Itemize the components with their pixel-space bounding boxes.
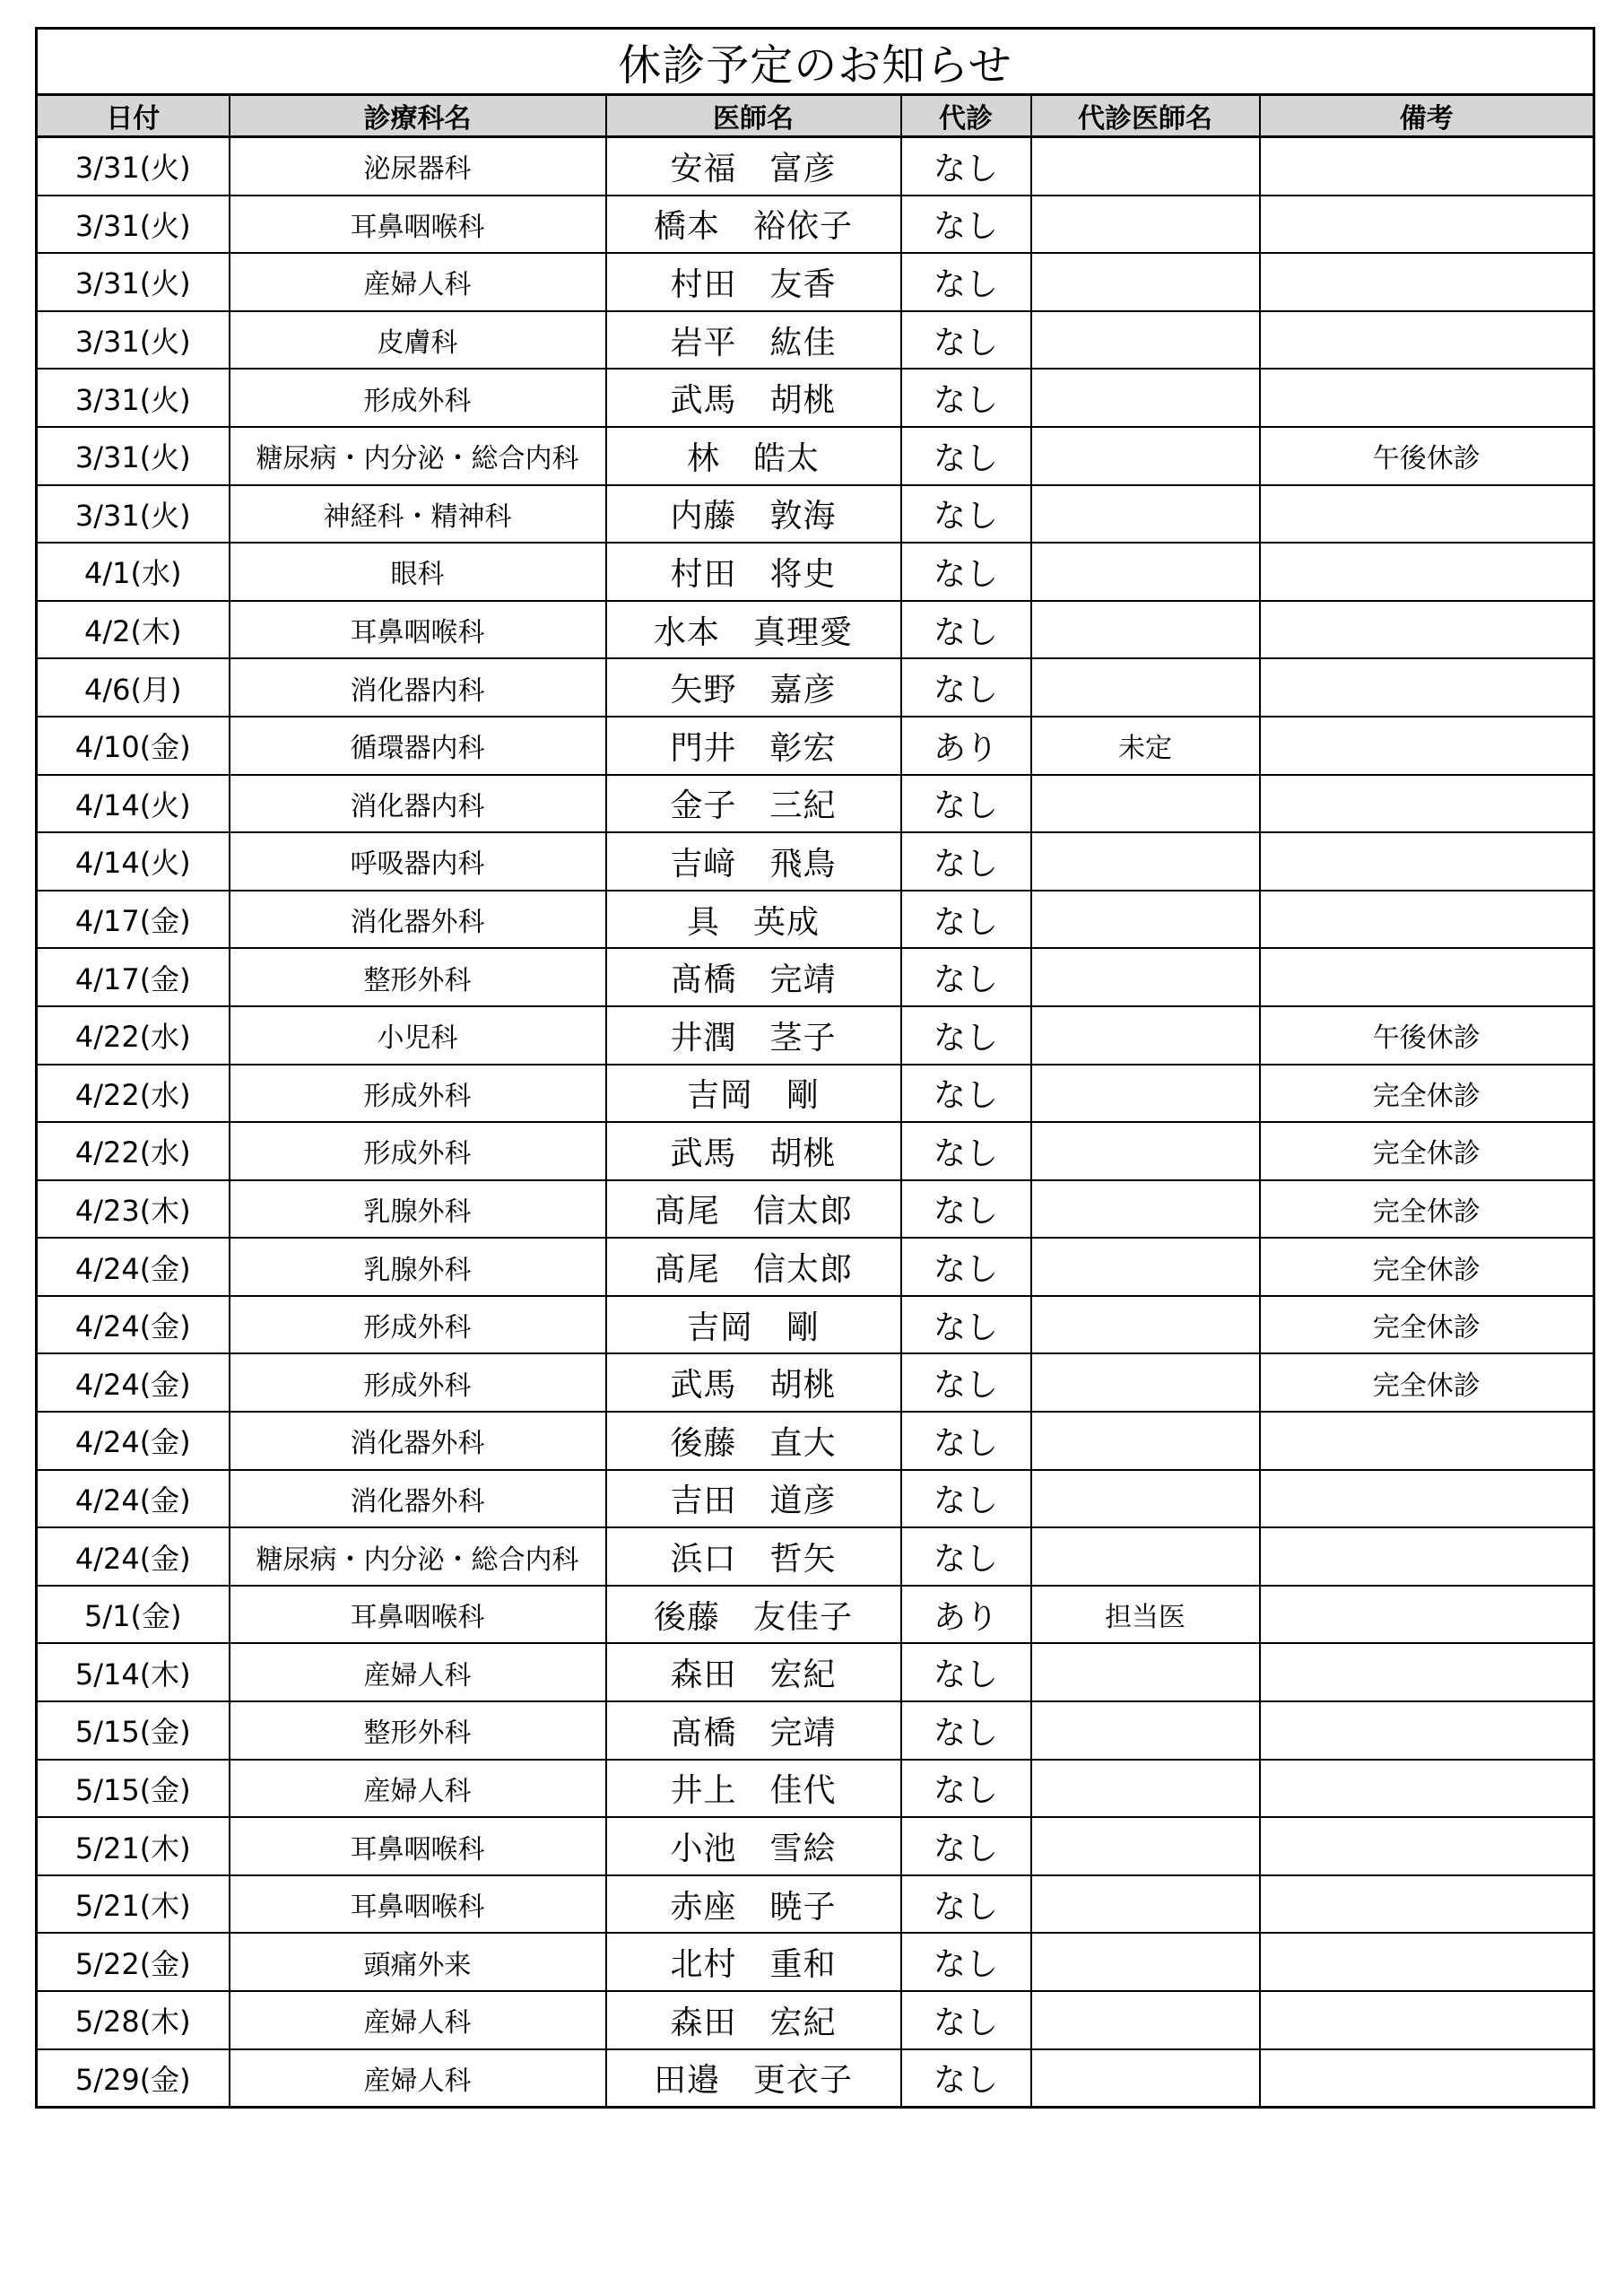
department-cell: 耳鼻咽喉科 [230,196,606,254]
table-row [37,1527,1594,1586]
table-row [37,775,1594,833]
doctor-cell: 森田 宏紀 [606,1991,901,2049]
date-cell: 3/31(火) [37,253,230,311]
date-cell: 3/31(火) [37,427,230,485]
remarks-cell [1260,253,1594,311]
department-cell: 神経科・精神科 [230,485,606,544]
date-cell: 5/15(金) [37,1760,230,1818]
table-row [37,1817,1594,1875]
doctor-cell: 吉岡 剛 [606,1296,901,1354]
department-cell: 耳鼻咽喉科 [230,1817,606,1875]
doctor-cell: 髙尾 信太郎 [606,1180,901,1239]
substitute-doctor-cell [1031,137,1260,196]
table-row [37,311,1594,370]
substitute-cell: なし [901,369,1031,427]
column-header-date: 日付 [37,95,230,137]
doctor-cell: 髙橋 完靖 [606,948,901,1006]
table-row [37,543,1594,601]
department-cell: 形成外科 [230,1122,606,1180]
date-cell: 4/10(金) [37,717,230,775]
date-cell: 4/23(木) [37,1180,230,1239]
table-row [37,2049,1594,2108]
date-cell: 4/24(金) [37,1296,230,1354]
substitute-cell: なし [901,1296,1031,1354]
date-cell: 4/24(金) [37,1238,230,1296]
substitute-doctor-cell [1031,1353,1260,1412]
remarks-cell [1260,1643,1594,1701]
table-row [37,427,1594,485]
substitute-cell: あり [901,1586,1031,1644]
substitute-cell: あり [901,717,1031,775]
date-cell: 5/1(金) [37,1586,230,1644]
date-cell: 3/31(火) [37,369,230,427]
remarks-cell [1260,1991,1594,2049]
date-cell: 4/17(金) [37,948,230,1006]
remarks-cell [1260,891,1594,949]
department-cell: 消化器内科 [230,775,606,833]
remarks-cell: 完全休診 [1260,1065,1594,1123]
table-row [37,1412,1594,1470]
substitute-doctor-cell [1031,1527,1260,1586]
substitute-cell: なし [901,1701,1031,1760]
date-cell: 4/22(水) [37,1065,230,1123]
department-cell: 循環器内科 [230,717,606,775]
substitute-doctor-cell [1031,1817,1260,1875]
substitute-cell: なし [901,1412,1031,1470]
substitute-doctor-cell [1031,1701,1260,1760]
department-cell: 耳鼻咽喉科 [230,601,606,659]
doctor-cell: 小池 雪絵 [606,1817,901,1875]
department-cell: 乳腺外科 [230,1180,606,1239]
doctor-cell: 髙尾 信太郎 [606,1238,901,1296]
substitute-doctor-cell [1031,311,1260,370]
substitute-cell: なし [901,948,1031,1006]
remarks-cell [1260,775,1594,833]
column-header-row [37,95,1594,137]
substitute-doctor-cell [1031,1122,1260,1180]
schedule-rows [37,137,1594,2108]
remarks-cell [1260,1586,1594,1644]
date-cell: 4/24(金) [37,1527,230,1586]
doctor-cell: 武馬 胡桃 [606,1353,901,1412]
remarks-cell: 完全休診 [1260,1122,1594,1180]
date-cell: 4/24(金) [37,1412,230,1470]
remarks-cell: 完全休診 [1260,1238,1594,1296]
table-row [37,1006,1594,1065]
department-cell: 呼吸器内科 [230,832,606,891]
table-row [37,1643,1594,1701]
substitute-cell: なし [901,485,1031,544]
doctor-cell: 具 英成 [606,891,901,949]
date-cell: 3/31(火) [37,311,230,370]
doctor-cell: 岩平 紘佳 [606,311,901,370]
department-cell: 整形外科 [230,948,606,1006]
table-row [37,1238,1594,1296]
department-cell: 小児科 [230,1006,606,1065]
remarks-cell [1260,369,1594,427]
substitute-cell: なし [901,427,1031,485]
table-row [37,832,1594,891]
department-cell: 乳腺外科 [230,1238,606,1296]
department-cell: 整形外科 [230,1701,606,1760]
date-cell: 4/24(金) [37,1353,230,1412]
substitute-cell: なし [901,253,1031,311]
remarks-cell [1260,137,1594,196]
table-row [37,253,1594,311]
substitute-doctor-cell [1031,658,1260,717]
substitute-doctor-cell [1031,1180,1260,1239]
doctor-cell: 後藤 友佳子 [606,1586,901,1644]
doctor-cell: 浜口 哲矢 [606,1527,901,1586]
schedule-sheet [35,27,1593,2109]
table-row [37,1875,1594,1934]
substitute-cell: なし [901,1180,1031,1239]
remarks-cell: 午後休診 [1260,427,1594,485]
substitute-doctor-cell [1031,832,1260,891]
substitute-doctor-cell: 未定 [1031,717,1260,775]
department-cell: 頭痛外来 [230,1933,606,1991]
remarks-cell: 完全休診 [1260,1180,1594,1239]
substitute-doctor-cell [1031,1296,1260,1354]
date-cell: 5/22(金) [37,1933,230,1991]
date-cell: 5/14(木) [37,1643,230,1701]
table-row [37,948,1594,1006]
substitute-cell: なし [901,1238,1031,1296]
substitute-doctor-cell [1031,1065,1260,1123]
doctor-cell: 武馬 胡桃 [606,369,901,427]
date-cell: 3/31(火) [37,196,230,254]
substitute-cell: なし [901,1643,1031,1701]
remarks-cell [1260,311,1594,370]
table-row [37,1122,1594,1180]
substitute-doctor-cell [1031,891,1260,949]
remarks-cell [1260,1875,1594,1934]
doctor-cell: 赤座 暁子 [606,1875,901,1934]
doctor-cell: 林 皓太 [606,427,901,485]
column-header-substitute-doctor: 代診医師名 [1031,95,1260,137]
department-cell: 産婦人科 [230,1643,606,1701]
table-row [37,1180,1594,1239]
substitute-cell: なし [901,1006,1031,1065]
substitute-doctor-cell [1031,1470,1260,1528]
department-cell: 糖尿病・内分泌・総合内科 [230,1527,606,1586]
doctor-cell: 金子 三紀 [606,775,901,833]
substitute-cell: なし [901,1065,1031,1123]
remarks-cell [1260,543,1594,601]
remarks-cell [1260,717,1594,775]
date-cell: 5/29(金) [37,2049,230,2108]
doctor-cell: 吉岡 剛 [606,1065,901,1123]
date-cell: 4/22(水) [37,1122,230,1180]
department-cell: 泌尿器科 [230,137,606,196]
department-cell: 産婦人科 [230,2049,606,2108]
substitute-cell: なし [901,1122,1031,1180]
doctor-cell: 水本 真理愛 [606,601,901,659]
table-row [37,485,1594,544]
substitute-cell: なし [901,775,1031,833]
remarks-cell [1260,1933,1594,1991]
date-cell: 4/17(金) [37,891,230,949]
substitute-cell: なし [901,1470,1031,1528]
substitute-doctor-cell [1031,948,1260,1006]
remarks-cell [1260,832,1594,891]
doctor-cell: 村田 友香 [606,253,901,311]
substitute-cell: なし [901,1353,1031,1412]
substitute-cell: なし [901,543,1031,601]
department-cell: 消化器外科 [230,891,606,949]
doctor-cell: 門井 彰宏 [606,717,901,775]
substitute-doctor-cell [1031,1006,1260,1065]
closure-schedule-table [35,27,1595,2109]
doctor-cell: 後藤 直大 [606,1412,901,1470]
substitute-cell: なし [901,1760,1031,1818]
department-cell: 産婦人科 [230,1991,606,2049]
date-cell: 5/28(木) [37,1991,230,2049]
date-cell: 4/24(金) [37,1470,230,1528]
substitute-cell: なし [901,658,1031,717]
column-header-department: 診療科名 [230,95,606,137]
date-cell: 5/21(木) [37,1875,230,1934]
date-cell: 4/1(水) [37,543,230,601]
column-header-remarks: 備考 [1260,95,1594,137]
department-cell: 形成外科 [230,1065,606,1123]
substitute-cell: なし [901,1817,1031,1875]
remarks-cell [1260,1701,1594,1760]
substitute-doctor-cell [1031,427,1260,485]
substitute-doctor-cell [1031,1875,1260,1934]
table-row [37,1586,1594,1644]
doctor-cell: 村田 将史 [606,543,901,601]
table-row [37,601,1594,659]
substitute-cell: なし [901,137,1031,196]
remarks-cell [1260,1527,1594,1586]
department-cell: 産婦人科 [230,253,606,311]
table-row [37,1065,1594,1123]
table-row [37,1353,1594,1412]
remarks-cell [1260,2049,1594,2108]
doctor-cell: 武馬 胡桃 [606,1122,901,1180]
substitute-doctor-cell [1031,543,1260,601]
substitute-doctor-cell [1031,1991,1260,2049]
doctor-cell: 井上 佳代 [606,1760,901,1818]
date-cell: 4/14(火) [37,832,230,891]
doctor-cell: 井潤 茎子 [606,1006,901,1065]
department-cell: 眼科 [230,543,606,601]
table-row [37,369,1594,427]
table-row [37,1296,1594,1354]
remarks-cell [1260,1412,1594,1470]
table-row [37,1701,1594,1760]
remarks-cell: 完全休診 [1260,1296,1594,1354]
substitute-cell: なし [901,1933,1031,1991]
substitute-doctor-cell [1031,253,1260,311]
department-cell: 形成外科 [230,1353,606,1412]
substitute-doctor-cell [1031,485,1260,544]
remarks-cell [1260,485,1594,544]
table-row [37,1933,1594,1991]
date-cell: 4/6(月) [37,658,230,717]
substitute-cell: なし [901,832,1031,891]
substitute-doctor-cell [1031,775,1260,833]
date-cell: 5/21(木) [37,1817,230,1875]
department-cell: 耳鼻咽喉科 [230,1875,606,1934]
date-cell: 4/2(木) [37,601,230,659]
substitute-doctor-cell [1031,369,1260,427]
substitute-cell: なし [901,2049,1031,2108]
remarks-cell [1260,1760,1594,1818]
doctor-cell: 矢野 嘉彦 [606,658,901,717]
table-row [37,717,1594,775]
substitute-doctor-cell: 担当医 [1031,1586,1260,1644]
department-cell: 形成外科 [230,1296,606,1354]
page-title: 休診予定のお知らせ [37,29,1594,95]
remarks-cell [1260,601,1594,659]
department-cell: 皮膚科 [230,311,606,370]
remarks-cell [1260,196,1594,254]
column-header-substitute: 代診 [901,95,1031,137]
remarks-cell [1260,1470,1594,1528]
remarks-cell [1260,1817,1594,1875]
doctor-cell: 髙橋 完靖 [606,1701,901,1760]
substitute-doctor-cell [1031,1412,1260,1470]
column-header-doctor: 医師名 [606,95,901,137]
department-cell: 消化器内科 [230,658,606,717]
remarks-cell [1260,658,1594,717]
date-cell: 3/31(火) [37,485,230,544]
substitute-doctor-cell [1031,1933,1260,1991]
substitute-doctor-cell [1031,1643,1260,1701]
substitute-doctor-cell [1031,1760,1260,1818]
substitute-cell: なし [901,1875,1031,1934]
department-cell: 糖尿病・内分泌・総合内科 [230,427,606,485]
doctor-cell: 森田 宏紀 [606,1643,901,1701]
substitute-cell: なし [901,1991,1031,2049]
substitute-doctor-cell [1031,1238,1260,1296]
doctor-cell: 安福 富彦 [606,137,901,196]
substitute-doctor-cell [1031,2049,1260,2108]
doctor-cell: 橋本 裕依子 [606,196,901,254]
department-cell: 産婦人科 [230,1760,606,1818]
doctor-cell: 北村 重和 [606,1933,901,1991]
table-row [37,891,1594,949]
remarks-cell: 完全休診 [1260,1353,1594,1412]
doctor-cell: 吉﨑 飛鳥 [606,832,901,891]
table-row [37,1760,1594,1818]
substitute-cell: なし [901,196,1031,254]
doctor-cell: 田邉 更衣子 [606,2049,901,2108]
doctor-cell: 吉田 道彦 [606,1470,901,1528]
department-cell: 消化器外科 [230,1412,606,1470]
table-row [37,196,1594,254]
substitute-doctor-cell [1031,196,1260,254]
table-row [37,1991,1594,2049]
department-cell: 消化器外科 [230,1470,606,1528]
substitute-cell: なし [901,1527,1031,1586]
remarks-cell: 午後休診 [1260,1006,1594,1065]
date-cell: 5/15(金) [37,1701,230,1760]
department-cell: 形成外科 [230,369,606,427]
date-cell: 4/14(火) [37,775,230,833]
substitute-cell: なし [901,311,1031,370]
substitute-cell: なし [901,891,1031,949]
table-row [37,658,1594,717]
department-cell: 耳鼻咽喉科 [230,1586,606,1644]
date-cell: 4/22(水) [37,1006,230,1065]
remarks-cell [1260,948,1594,1006]
table-row [37,1470,1594,1528]
substitute-doctor-cell [1031,601,1260,659]
substitute-cell: なし [901,601,1031,659]
table-row [37,137,1594,196]
doctor-cell: 内藤 敦海 [606,485,901,544]
date-cell: 3/31(火) [37,137,230,196]
